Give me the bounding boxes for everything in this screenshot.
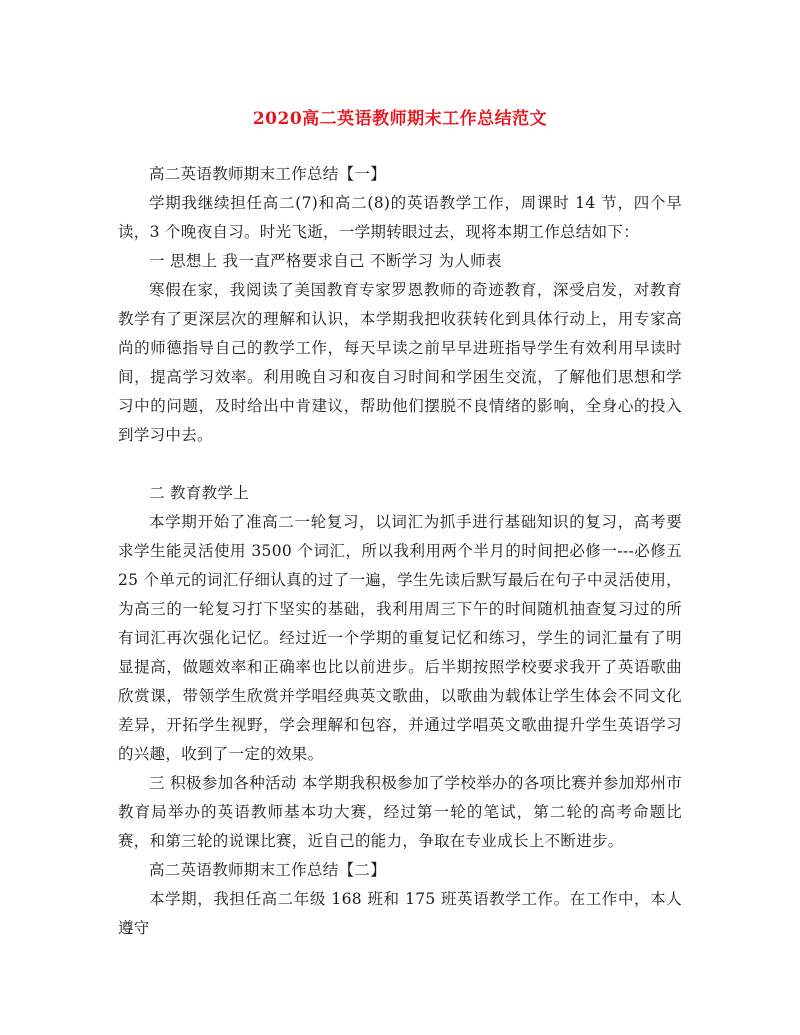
paragraph-activities: 三 积极参加各种活动 本学期我积极参加了学校举办的各项比赛并参加郑州市教育局举办的英语教师基本功大赛，经过第一轮的笔试，第二轮的高考命题比赛，和第三轮的说课比赛，近自己的能力，争取在专业成长上不断进步。: [118, 774, 682, 850]
paragraph-section-two-intro: 本学期，我担任高二年级 168 班和 175 班英语教学工作。在工作中，本人遵守: [118, 890, 682, 937]
document-body: [118, 160, 682, 943]
section-heading-one: 高二英语教师期末工作总结【一】: [149, 165, 387, 183]
document-title: 2020高二英语教师期末工作总结范文: [252, 109, 548, 129]
paragraph-teaching: 本学期开始了准高二一轮复习，以词汇为抓手进行基础知识的复习，高考要求学生能灵活使用 3500 个词汇，所以我利用两个半月的时间把必修一---必修五 25 个单元的词汇仔细认真的过了一遍，学生先读后默写最后在句子中灵活使用，为高三的一轮复习打下坚实的基础，我利用周三下午的时间随机抽查复习过的所有词汇再次强化记忆。经过近一个学期的重复记忆和练习，学生的词汇量有了明显提高，做题效率和正确率也比以前进步。后半期按照学校要求我开了英语歌曲欣赏课，带领学生欣赏并学唱经典英文歌曲，以歌曲为载体让学生体会不同文化差异，开拓学生视野，学会理解和包容，并通过学唱英文歌曲提升学生英语学习的兴趣，收到了一定的效果。: [118, 513, 682, 763]
subheading-thought: 一 思想上 我一直严格要求自己 不断学习 为人师表: [149, 252, 502, 270]
section-heading-two: 高二英语教师期末工作总结【二】: [149, 861, 387, 879]
paragraph-intro: 学期我继续担任高二(7)和高二(8)的英语教学工作，周课时 14 节，四个早读，3 个晚夜自习。时光飞逝，一学期转眼过去，现将本期工作总结如下：: [118, 194, 682, 241]
paragraph-thought: 寒假在家，我阅读了美国教育专家罗恩教师的奇迹教育，深受启发，对教育教学有了更深层次的理解和认识，本学期我把收获转化到具体行动上，用专家高尚的师德指导自己的教学工作，每天早读之前早早进班指导学生有效利用早读时间，提高学习效率。利用晚自习和夜自习时间和学困生交流，了解他们思想和学习中的问题，及时给出中肯建议，帮助他们摆脱不良情绪的影响，全身心的投入到学习中去。: [118, 281, 682, 444]
subheading-teaching: 二 教育教学上: [149, 484, 250, 502]
